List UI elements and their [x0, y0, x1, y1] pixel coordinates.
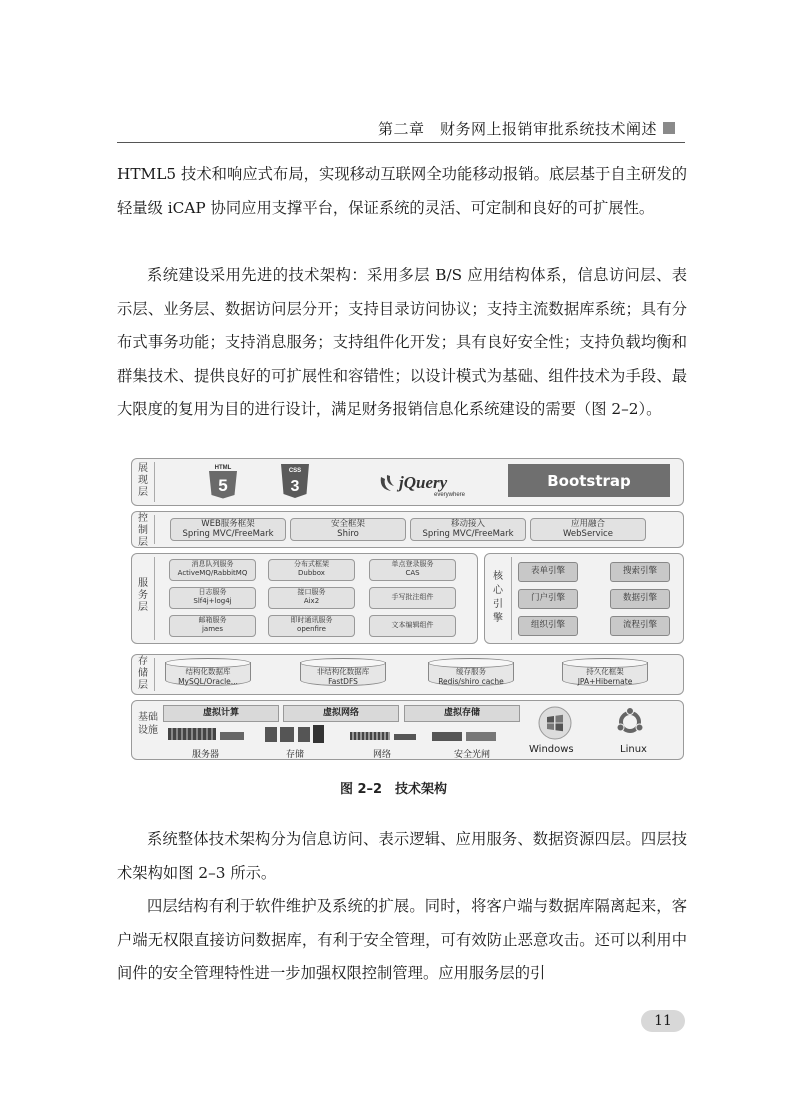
virtual-box: 虚拟存储: [404, 705, 520, 722]
service-box: 文本编辑组件: [369, 615, 456, 637]
storage-item: 持久化框架 JPA+Hibernate: [562, 658, 648, 689]
storage-device-icon: [280, 727, 294, 742]
server-icon: [168, 728, 216, 740]
presentation-layer: [131, 458, 684, 506]
os-label: Windows: [529, 744, 574, 755]
linux-logo-icon: [615, 707, 645, 737]
header-rule: [117, 142, 685, 143]
storage-item: 非结构化数据库 FastDFS: [300, 658, 386, 689]
page-number: 11: [641, 1010, 685, 1032]
engine-box: 组织引擎: [518, 616, 578, 636]
infrastructure-layer: [131, 700, 684, 760]
control-layer-label: 控制层: [138, 513, 148, 548]
service-box: 邮箱服务 james: [169, 615, 256, 637]
control-box: 应用融合 WebService: [530, 518, 646, 541]
control-box: 移动接入 Spring MVC/FreeMark: [410, 518, 526, 541]
service-box: 分布式框架 Dubbox: [268, 559, 355, 581]
network-switch-icon: [350, 732, 390, 740]
core-engine-label: 核心引擎: [493, 571, 503, 624]
service-box: 接口服务 Aix2: [268, 587, 355, 609]
architecture-diagram: [131, 458, 688, 760]
server-icon: [220, 732, 244, 740]
service-layer-label: 服务层: [138, 578, 148, 613]
core-engine: [484, 553, 684, 644]
hardware-label: 存储: [286, 750, 305, 760]
engine-box: 数据引擎: [610, 589, 670, 609]
virtual-box: 虚拟网络: [283, 705, 399, 722]
css3-logo-number: 3: [290, 478, 300, 495]
presentation-layer-label: 展现层: [138, 463, 148, 498]
chapter-title: 第二章 财务网上报销审批系统技术阐述: [377, 120, 657, 138]
paragraph-2: 系统建设采用先进的技术架构：采用多层 B/S 应用结构体系，信息访问层、表示层、业务层、数据访问层分开；支持目录访问协议；支持主流数据库系统；具有分布式事务功能；支持消息服务；支持组件化开发；具有良好安全性；支持负载均衡和群集技术、提供良好的可扩展性和容错性；以设计模式为基础、组件技术为手段、最大限度的复用为目的进行设计，满足财务报销信息化系统建设的需要（图 2–2）。: [117, 266, 687, 418]
jquery-logo: [377, 467, 487, 499]
paragraph-1: HTML5 技术和响应式布局，实现移动互联网全功能移动报销。底层基于自主研发的轻量级 iCAP 协同应用支撑平台，保证系统的灵活、可定制和良好的可扩展性。: [117, 165, 687, 217]
security-gateway-icon: [432, 732, 462, 741]
control-layer: [131, 511, 684, 548]
figure-caption: 图 2–2 技术架构: [339, 782, 448, 797]
css3-logo-icon: [279, 462, 311, 499]
hardware-label: 网络: [373, 750, 392, 760]
virtual-box: 虚拟计算: [163, 705, 279, 722]
engine-box: 表单引擎: [518, 562, 578, 582]
engine-box: 搜索引擎: [610, 562, 670, 582]
service-box: 消息队列服务 ActiveMQ/RabbitMQ: [169, 559, 256, 581]
service-box: 即时通讯服务 openfire: [268, 615, 355, 637]
storage-device-icon: [313, 725, 324, 743]
network-switch-icon: [394, 734, 416, 740]
security-gateway-icon: [466, 732, 496, 741]
jquery-logo-sub: everywhere: [433, 492, 465, 498]
control-box: WEB服务框架 Spring MVC/FreeMark: [170, 518, 286, 541]
service-box: 单点登录服务 CAS: [369, 559, 456, 581]
html5-logo-number: 5: [218, 476, 228, 495]
control-box: 安全框架 Shiro: [290, 518, 406, 541]
jquery-logo-text: jQuery: [399, 473, 448, 492]
storage-item: 缓存服务 Redis/shiro cache: [428, 658, 514, 689]
service-layer: [131, 553, 478, 644]
paragraph-4: 四层结构有利于软件维护及系统的扩展。同时，将客户端与数据库隔离起来，客户端无权限直接访问数据库，有利于安全管理，可有效防止恶意攻击。还可以利用中间件的安全管理特性进一步加强权限控制管理。应用服务层的引: [117, 897, 687, 982]
engine-box: 流程引擎: [610, 616, 670, 636]
html5-logo-text: HTML: [214, 465, 232, 471]
header-square-icon: [663, 122, 675, 134]
html5-logo-icon: [207, 462, 239, 499]
bootstrap-logo: Bootstrap: [508, 464, 670, 497]
storage-device-icon: [298, 727, 310, 742]
engine-box: 门户引擎: [518, 589, 578, 609]
os-label: Linux: [620, 744, 647, 755]
hardware-label: 安全光闸: [454, 750, 491, 760]
storage-device-icon: [265, 727, 277, 742]
storage-layer: [131, 654, 684, 695]
paragraph-3: 系统整体技术架构分为信息访问、表示逻辑、应用服务、数据资源四层。四层技术架构如图 2–3 所示。: [117, 830, 687, 882]
storage-item: 结构化数据库 MySQL/Oracle...: [165, 658, 251, 689]
service-box: 手写批注组件: [369, 587, 456, 609]
hardware-label: 服务器: [192, 750, 220, 760]
css3-logo-text: CSS: [288, 468, 302, 474]
infrastructure-layer-label: 基础设施: [138, 712, 158, 736]
service-box: 日志服务 Slf4j+log4j: [169, 587, 256, 609]
running-head: [0, 118, 787, 140]
storage-layer-label: 存储层: [138, 656, 148, 691]
windows-logo-icon: [538, 706, 572, 740]
